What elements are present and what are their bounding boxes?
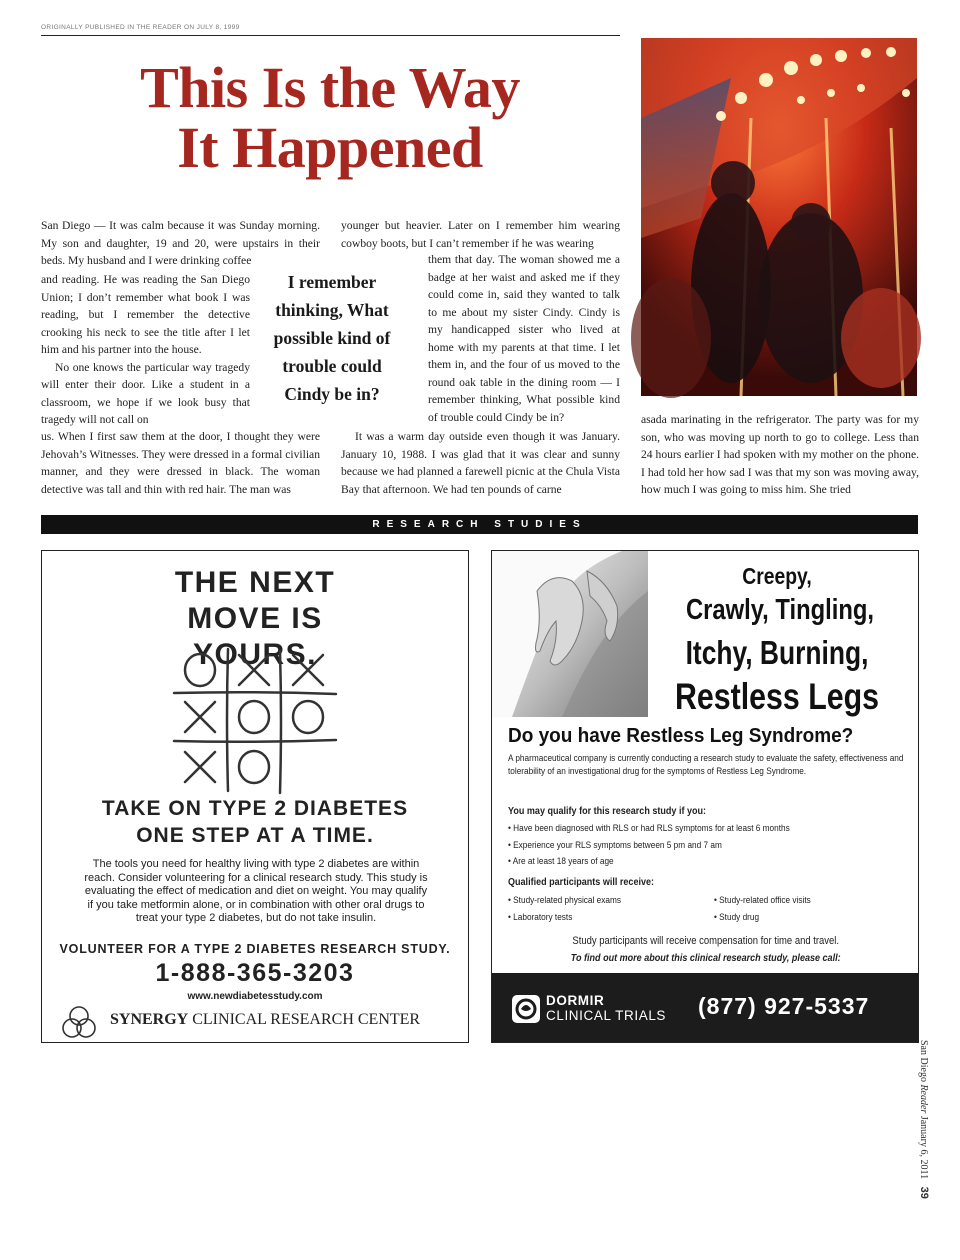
ad-body-copy: The tools you need for healthy living with type 2 diabetes are within reach. Consider volunteering for a clinical research study. This study is evaluating the effect of medication and diet on weight. You may qualify if you take metformin alone, or in combination with other oral drugs to treat your type 2 diabetes, but do not take insulin. [84,858,428,924]
brand-line-1: DORMIR [546,993,605,1008]
article-col1-top: San Diego — It was calm because it was Sunday morning. My son and daughter, 19 and 20, were upstairs in their beds. My husband and I were drinking coffee [41,219,320,267]
brand-rest: CLINICAL RESEARCH CENTER [188,1011,421,1028]
rls-line-2: Crawly, Tingling, [685,594,875,626]
x-mark [185,752,215,782]
tic-tac-toe-board [170,645,340,795]
article-col1-narrow [41,271,250,429]
x-mark [239,655,269,685]
list-item: • Are at least 18 years of age [508,856,614,867]
call-to-action: To find out more about this clinical research study, please call: [570,952,841,964]
brand-bold: SYNERGY [110,1011,189,1028]
list-item: • Experience your RLS symptoms between 5 pm and 7 am [508,839,722,851]
dormir-brand [546,993,666,1023]
article-col2-narrow: them that day. The woman showed me a badge at her waist and asked me if they could come in, said they wanted to talk to me about my sister Cindy. Cindy is my handicapped sister who lived at home with my parents at that time. I let them in, and the four of us moved to the round oak table in the dining room — I remember thinking, What possible kind of trouble could Cindy be in? [428,253,620,424]
list-item: • Study-related physical exams [508,895,621,906]
page-folio [918,1040,930,1260]
diabetes-study-ad[interactable] [41,550,469,1043]
volunteer-line: VOLUNTEER FOR A TYPE 2 DIABETES RESEARCH STUDY. [59,942,451,956]
article-col3: asada marinating in the refrigerator. The party was for my son, who was moving up north to go to college. Less than 24 hours earlier I had spoken with my mother on the phone. I had told her how sad I was that my son was moving away, how much I was going to miss him. She tried [641,413,919,496]
brand-line-2: CLINICAL TRIALS [546,1008,667,1023]
synergy-brand [110,1011,420,1029]
rls-line-4: Restless Legs [674,676,880,717]
kicker-line: ORIGINALLY PUBLISHED IN THE READER ON JULY 8, 1999 [41,24,240,31]
dormir-logo-icon [512,995,540,1023]
qualify-list [508,821,904,871]
dormir-footer [492,973,918,1042]
carousel-photo [641,38,917,396]
x-mark [293,655,323,685]
receive-list-left [508,893,706,926]
article-col2-top: younger but heavier. Later on I remember him wearing cowboy boots, but I can’t remember if he was wearing [341,219,620,250]
website-link[interactable]: www.newdiabetesstudy.com [187,991,323,1002]
article-col1-bottom: us. When I first saw them at the door, I thought they were Jehovah’s Witnesses. They were dressed in a formal civilian manner, and they were dressed in black. The woman detective was tall and thin with red hair. The man was [41,430,320,496]
section-bar: RESEARCH STUDIES [41,515,918,534]
headline [70,55,590,180]
headline-line-1: This Is the Way [140,55,520,120]
folio-publication: San Diego [918,1040,929,1082]
list-item: • Study drug [714,911,760,923]
receive-list-right [714,893,912,926]
list-item: • Have been diagnosed with RLS or had RLS symptoms for at least 6 months [508,823,790,834]
phone-number[interactable]: 1-888-365-3203 [155,959,355,987]
o-mark [239,751,269,783]
restless-legs-study-ad[interactable] [491,550,919,1043]
qualify-heading: You may qualify for this research study if you: [508,805,707,817]
rls-line-3: Itchy, Burning, [685,634,869,671]
page-number: 39 [918,1186,930,1199]
list-item: • Laboratory tests [508,911,573,923]
top-rule [41,35,620,36]
ad-headline: THE NEXT MOVE IS YOURS. [174,566,336,671]
x-mark [185,702,215,732]
article-col2-bottom: It was a warm day outside even though it was January. January 10, 1988. I was glad that it was clear and sunny because we had planned a farewell picnic at the Chula Vista Bay that afternoon. We had ten pounds of carne [341,430,620,496]
headline-line-2: It Happened [177,115,483,180]
pull-quote: I remember thinking, What possible kind of trouble could Cindy be in? [273,272,391,404]
rls-intro: A pharmaceutical company is currently conducting a research study to evaluate the safety, effectiveness and tolerability of an investigational drug for the symptoms of Restless Leg Syndrome. [508,753,904,777]
legs-photo [492,551,648,717]
o-mark [293,701,323,733]
receive-heading: Qualified participants will receive: [508,876,655,888]
col1-paragraph-1: and reading. He was reading the San Diego Union; I don’t remember what book I was reading, but I remember the detective crooking his neck to see the title after I let him and his partner into the house. [41,273,250,356]
folio-publication-italic: Reader [918,1084,929,1114]
synergy-logo-icon [60,1003,98,1041]
col1-paragraph-2: No one knows the particular way tragedy will enter their door. Like a student in a classroom, we hope if we look busy that tragedy will not call on [41,360,250,426]
rls-question: Do you have Restless Leg Syndrome? [508,725,854,747]
phone-number[interactable]: (877) 927-5337 [698,993,870,1019]
folio-date: January 6, 2011 [918,1115,929,1180]
ad-subheadline: TAKE ON TYPE 2 DIABETES ONE STEP AT A TIME. [101,797,409,847]
rls-line-1: Creepy, [742,563,812,589]
list-item: • Study-related office visits [714,895,811,906]
o-mark [239,701,269,733]
compensation-note: Study participants will receive compensation for time and travel. [572,935,839,947]
o-mark [185,654,215,686]
